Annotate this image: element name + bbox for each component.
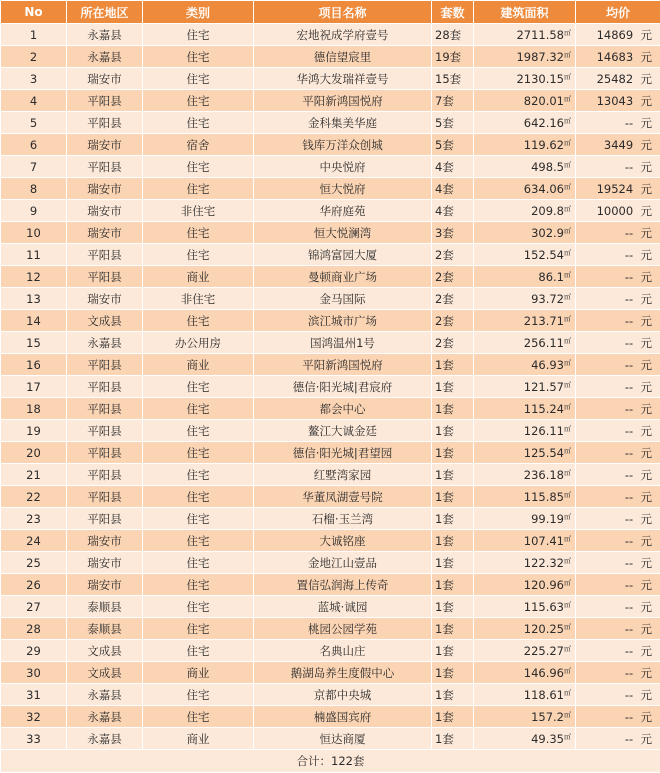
cell-count: 5套	[432, 134, 474, 156]
cell-area: 瑞安市	[67, 178, 143, 200]
cell-floor-area: 115.24㎡	[474, 398, 576, 420]
cell-area: 永嘉县	[67, 46, 143, 68]
cell-area: 平阳县	[67, 376, 143, 398]
cell-count: 2套	[432, 310, 474, 332]
cell-avg-price: -- 元	[576, 222, 660, 244]
table-row	[1, 288, 660, 310]
cell-count: 3套	[432, 222, 474, 244]
cell-project-name: 钱库万洋众创城	[254, 134, 432, 156]
cell-project-name: 恒达商厦	[254, 728, 432, 750]
cell-area: 平阳县	[67, 90, 143, 112]
cell-area: 瑞安市	[67, 288, 143, 310]
cell-no: 11	[1, 244, 67, 266]
cell-no: 2	[1, 46, 67, 68]
table-row	[1, 266, 660, 288]
cell-avg-price: -- 元	[576, 288, 660, 310]
cell-no: 33	[1, 728, 67, 750]
cell-no: 27	[1, 596, 67, 618]
cell-avg-price: -- 元	[576, 442, 660, 464]
cell-project-name: 国鸿温州1号	[254, 332, 432, 354]
cell-floor-area: 157.2㎡	[474, 706, 576, 728]
cell-count: 1套	[432, 574, 474, 596]
cell-area: 平阳县	[67, 442, 143, 464]
cell-no: 14	[1, 310, 67, 332]
cell-type: 住宅	[143, 90, 254, 112]
cell-project-name: 中央悦府	[254, 156, 432, 178]
cell-floor-area: 213.71㎡	[474, 310, 576, 332]
cell-project-name: 华董凤湖壹号院	[254, 486, 432, 508]
table-row	[1, 420, 660, 442]
cell-area: 平阳县	[67, 486, 143, 508]
cell-project-name: 德信·阳光城|君宸府	[254, 376, 432, 398]
cell-no: 5	[1, 112, 67, 134]
cell-count: 4套	[432, 178, 474, 200]
cell-no: 26	[1, 574, 67, 596]
cell-type: 住宅	[143, 178, 254, 200]
cell-area: 瑞安市	[67, 574, 143, 596]
cell-no: 20	[1, 442, 67, 464]
cell-no: 15	[1, 332, 67, 354]
cell-area: 文成县	[67, 640, 143, 662]
cell-area: 瑞安市	[67, 134, 143, 156]
cell-floor-area: 820.01㎡	[474, 90, 576, 112]
cell-project-name: 桃园公园学苑	[254, 618, 432, 640]
total-cell: 合计：122套	[1, 750, 660, 773]
cell-project-name: 德信·阳光城|君望园	[254, 442, 432, 464]
table-row	[1, 508, 660, 530]
cell-type: 住宅	[143, 244, 254, 266]
cell-no: 8	[1, 178, 67, 200]
cell-avg-price: 3449 元	[576, 134, 660, 156]
table-row	[1, 706, 660, 728]
cell-floor-area: 122.32㎡	[474, 552, 576, 574]
cell-area: 泰顺县	[67, 618, 143, 640]
table-row	[1, 332, 660, 354]
cell-floor-area: 46.93㎡	[474, 354, 576, 376]
cell-count: 1套	[432, 354, 474, 376]
cell-floor-area: 99.19㎡	[474, 508, 576, 530]
cell-area: 瑞安市	[67, 530, 143, 552]
table-row	[1, 354, 660, 376]
cell-type: 非住宅	[143, 200, 254, 222]
cell-area: 文成县	[67, 662, 143, 684]
cell-floor-area: 634.06㎡	[474, 178, 576, 200]
table-row	[1, 376, 660, 398]
cell-floor-area: 120.25㎡	[474, 618, 576, 640]
cell-count: 1套	[432, 552, 474, 574]
cell-no: 25	[1, 552, 67, 574]
cell-floor-area: 86.1㎡	[474, 266, 576, 288]
cell-type: 住宅	[143, 618, 254, 640]
cell-area: 平阳县	[67, 266, 143, 288]
cell-count: 1套	[432, 398, 474, 420]
cell-no: 29	[1, 640, 67, 662]
cell-floor-area: 225.27㎡	[474, 640, 576, 662]
header-no: No	[1, 1, 67, 24]
cell-type: 商业	[143, 728, 254, 750]
cell-count: 1套	[432, 486, 474, 508]
cell-type: 住宅	[143, 112, 254, 134]
header-avg-price: 均价	[576, 1, 660, 24]
cell-count: 1套	[432, 662, 474, 684]
cell-floor-area: 121.57㎡	[474, 376, 576, 398]
cell-floor-area: 498.5㎡	[474, 156, 576, 178]
table-row	[1, 24, 660, 46]
cell-type: 住宅	[143, 508, 254, 530]
cell-floor-area: 49.35㎡	[474, 728, 576, 750]
cell-type: 非住宅	[143, 288, 254, 310]
table-row	[1, 684, 660, 706]
table-row	[1, 486, 660, 508]
cell-area: 永嘉县	[67, 332, 143, 354]
cell-no: 21	[1, 464, 67, 486]
cell-count: 1套	[432, 684, 474, 706]
cell-avg-price: 13043 元	[576, 90, 660, 112]
cell-project-name: 平阳新鸿国悦府	[254, 354, 432, 376]
cell-type: 住宅	[143, 420, 254, 442]
cell-type: 商业	[143, 354, 254, 376]
cell-count: 19套	[432, 46, 474, 68]
table-row	[1, 178, 660, 200]
cell-no: 31	[1, 684, 67, 706]
cell-count: 1套	[432, 640, 474, 662]
cell-no: 7	[1, 156, 67, 178]
cell-area: 永嘉县	[67, 684, 143, 706]
header-area: 所在地区	[67, 1, 143, 24]
cell-type: 住宅	[143, 376, 254, 398]
cell-type: 住宅	[143, 530, 254, 552]
cell-no: 16	[1, 354, 67, 376]
cell-project-name: 石榴·玉兰湾	[254, 508, 432, 530]
cell-avg-price: -- 元	[576, 310, 660, 332]
cell-type: 住宅	[143, 398, 254, 420]
cell-project-name: 蓝城·诚园	[254, 596, 432, 618]
table-row	[1, 464, 660, 486]
cell-project-name: 华府庭苑	[254, 200, 432, 222]
table-row	[1, 662, 660, 684]
cell-type: 办公用房	[143, 332, 254, 354]
cell-count: 1套	[432, 706, 474, 728]
cell-project-name: 京都中央城	[254, 684, 432, 706]
cell-area: 平阳县	[67, 112, 143, 134]
table-row	[1, 640, 660, 662]
cell-project-name: 名典山庄	[254, 640, 432, 662]
cell-avg-price: -- 元	[576, 332, 660, 354]
cell-no: 30	[1, 662, 67, 684]
cell-avg-price: -- 元	[576, 398, 660, 420]
cell-avg-price: -- 元	[576, 112, 660, 134]
cell-floor-area: 256.11㎡	[474, 332, 576, 354]
header-count: 套数	[432, 1, 474, 24]
header-floor-area: 建筑面积	[474, 1, 576, 24]
cell-avg-price: -- 元	[576, 706, 660, 728]
cell-count: 4套	[432, 200, 474, 222]
cell-no: 22	[1, 486, 67, 508]
cell-type: 住宅	[143, 68, 254, 90]
cell-area: 瑞安市	[67, 552, 143, 574]
cell-floor-area: 119.62㎡	[474, 134, 576, 156]
cell-floor-area: 2130.15㎡	[474, 68, 576, 90]
cell-no: 3	[1, 68, 67, 90]
cell-type: 住宅	[143, 574, 254, 596]
table-row	[1, 156, 660, 178]
cell-count: 2套	[432, 266, 474, 288]
cell-no: 9	[1, 200, 67, 222]
cell-floor-area: 302.9㎡	[474, 222, 576, 244]
cell-type: 住宅	[143, 442, 254, 464]
cell-type: 商业	[143, 662, 254, 684]
header-row	[1, 1, 660, 24]
cell-area: 平阳县	[67, 464, 143, 486]
table-row	[1, 68, 660, 90]
cell-no: 4	[1, 90, 67, 112]
cell-area: 平阳县	[67, 398, 143, 420]
cell-project-name: 鹅湖岛养生度假中心	[254, 662, 432, 684]
cell-area: 平阳县	[67, 244, 143, 266]
cell-floor-area: 209.8㎡	[474, 200, 576, 222]
cell-count: 2套	[432, 288, 474, 310]
cell-no: 1	[1, 24, 67, 46]
cell-avg-price: -- 元	[576, 640, 660, 662]
cell-avg-price: -- 元	[576, 618, 660, 640]
cell-floor-area: 125.54㎡	[474, 442, 576, 464]
cell-avg-price: -- 元	[576, 508, 660, 530]
header-project-name: 项目名称	[254, 1, 432, 24]
table-row	[1, 596, 660, 618]
cell-project-name: 金马国际	[254, 288, 432, 310]
cell-avg-price: 14683 元	[576, 46, 660, 68]
cell-floor-area: 107.41㎡	[474, 530, 576, 552]
table-row	[1, 134, 660, 156]
cell-type: 住宅	[143, 486, 254, 508]
cell-floor-area: 126.11㎡	[474, 420, 576, 442]
cell-floor-area: 93.72㎡	[474, 288, 576, 310]
cell-project-name: 都会中心	[254, 398, 432, 420]
cell-avg-price: -- 元	[576, 552, 660, 574]
cell-avg-price: 19524 元	[576, 178, 660, 200]
cell-floor-area: 120.96㎡	[474, 574, 576, 596]
cell-no: 32	[1, 706, 67, 728]
table-row	[1, 552, 660, 574]
cell-area: 永嘉县	[67, 728, 143, 750]
cell-no: 24	[1, 530, 67, 552]
cell-count: 1套	[432, 442, 474, 464]
cell-project-name: 大诚铭座	[254, 530, 432, 552]
cell-count: 1套	[432, 420, 474, 442]
cell-no: 17	[1, 376, 67, 398]
cell-type: 住宅	[143, 156, 254, 178]
table-row	[1, 200, 660, 222]
cell-project-name: 恒大悦府	[254, 178, 432, 200]
cell-no: 18	[1, 398, 67, 420]
cell-area: 平阳县	[67, 156, 143, 178]
cell-count: 15套	[432, 68, 474, 90]
cell-type: 住宅	[143, 552, 254, 574]
cell-type: 住宅	[143, 640, 254, 662]
cell-avg-price: -- 元	[576, 530, 660, 552]
cell-floor-area: 115.63㎡	[474, 596, 576, 618]
total-row	[1, 750, 660, 773]
table-body	[1, 24, 660, 750]
cell-no: 28	[1, 618, 67, 640]
cell-count: 1套	[432, 618, 474, 640]
cell-project-name: 金科集美华庭	[254, 112, 432, 134]
table-row	[1, 46, 660, 68]
cell-count: 1套	[432, 596, 474, 618]
table-row	[1, 222, 660, 244]
table-header	[1, 1, 660, 24]
cell-no: 6	[1, 134, 67, 156]
cell-avg-price: -- 元	[576, 376, 660, 398]
cell-type: 住宅	[143, 310, 254, 332]
cell-count: 2套	[432, 244, 474, 266]
cell-project-name: 平阳新鸿国悦府	[254, 90, 432, 112]
cell-type: 住宅	[143, 706, 254, 728]
cell-floor-area: 152.54㎡	[474, 244, 576, 266]
table-row	[1, 310, 660, 332]
cell-count: 1套	[432, 508, 474, 530]
table-row	[1, 244, 660, 266]
cell-project-name: 华鸿大发瑞祥壹号	[254, 68, 432, 90]
cell-floor-area: 1987.32㎡	[474, 46, 576, 68]
cell-project-name: 宏地祝成学府壹号	[254, 24, 432, 46]
cell-avg-price: -- 元	[576, 728, 660, 750]
cell-floor-area: 115.85㎡	[474, 486, 576, 508]
cell-count: 7套	[432, 90, 474, 112]
cell-count: 1套	[432, 530, 474, 552]
cell-project-name: 恒大悦澜湾	[254, 222, 432, 244]
cell-avg-price: -- 元	[576, 464, 660, 486]
cell-floor-area: 146.96㎡	[474, 662, 576, 684]
cell-avg-price: 25482 元	[576, 68, 660, 90]
table-row	[1, 728, 660, 750]
cell-project-name: 置信弘润海上传奇	[254, 574, 432, 596]
cell-avg-price: -- 元	[576, 244, 660, 266]
table-row	[1, 574, 660, 596]
cell-no: 19	[1, 420, 67, 442]
cell-count: 1套	[432, 376, 474, 398]
cell-count: 5套	[432, 112, 474, 134]
cell-type: 住宅	[143, 24, 254, 46]
table-row	[1, 530, 660, 552]
cell-project-name: 楠盛国宾府	[254, 706, 432, 728]
cell-project-name: 鳌江大诚金廷	[254, 420, 432, 442]
cell-area: 平阳县	[67, 354, 143, 376]
cell-type: 住宅	[143, 596, 254, 618]
cell-avg-price: 10000 元	[576, 200, 660, 222]
cell-avg-price: -- 元	[576, 266, 660, 288]
cell-project-name: 锦鸿富园大厦	[254, 244, 432, 266]
cell-project-name: 德信望宸里	[254, 46, 432, 68]
cell-no: 10	[1, 222, 67, 244]
cell-type: 住宅	[143, 46, 254, 68]
table-row	[1, 398, 660, 420]
cell-avg-price: -- 元	[576, 684, 660, 706]
cell-avg-price: -- 元	[576, 486, 660, 508]
cell-avg-price: -- 元	[576, 662, 660, 684]
cell-avg-price: -- 元	[576, 156, 660, 178]
cell-area: 瑞安市	[67, 68, 143, 90]
cell-area: 永嘉县	[67, 24, 143, 46]
cell-type: 住宅	[143, 684, 254, 706]
table-row	[1, 112, 660, 134]
cell-project-name: 曼顿商业广场	[254, 266, 432, 288]
cell-area: 平阳县	[67, 508, 143, 530]
cell-type: 宿舍	[143, 134, 254, 156]
cell-count: 2套	[432, 332, 474, 354]
cell-type: 住宅	[143, 464, 254, 486]
cell-area: 瑞安市	[67, 222, 143, 244]
table-footer	[1, 750, 660, 773]
cell-area: 文成县	[67, 310, 143, 332]
header-type: 类别	[143, 1, 254, 24]
cell-avg-price: -- 元	[576, 574, 660, 596]
table-row	[1, 442, 660, 464]
table-row	[1, 90, 660, 112]
cell-area: 泰顺县	[67, 596, 143, 618]
cell-count: 28套	[432, 24, 474, 46]
cell-count: 1套	[432, 464, 474, 486]
table-row	[1, 618, 660, 640]
cell-floor-area: 642.16㎡	[474, 112, 576, 134]
cell-floor-area: 2711.58㎡	[474, 24, 576, 46]
cell-avg-price: -- 元	[576, 354, 660, 376]
cell-floor-area: 236.18㎡	[474, 464, 576, 486]
cell-no: 23	[1, 508, 67, 530]
cell-project-name: 红墅湾家园	[254, 464, 432, 486]
cell-project-name: 滨江城市广场	[254, 310, 432, 332]
cell-floor-area: 118.61㎡	[474, 684, 576, 706]
cell-area: 永嘉县	[67, 706, 143, 728]
cell-no: 12	[1, 266, 67, 288]
cell-project-name: 金地江山壹品	[254, 552, 432, 574]
cell-avg-price: -- 元	[576, 596, 660, 618]
cell-count: 4套	[432, 156, 474, 178]
cell-area: 瑞安市	[67, 200, 143, 222]
cell-avg-price: -- 元	[576, 420, 660, 442]
cell-no: 13	[1, 288, 67, 310]
cell-count: 1套	[432, 728, 474, 750]
cell-type: 住宅	[143, 222, 254, 244]
cell-avg-price: 14869 元	[576, 24, 660, 46]
cell-type: 商业	[143, 266, 254, 288]
cell-area: 平阳县	[67, 420, 143, 442]
